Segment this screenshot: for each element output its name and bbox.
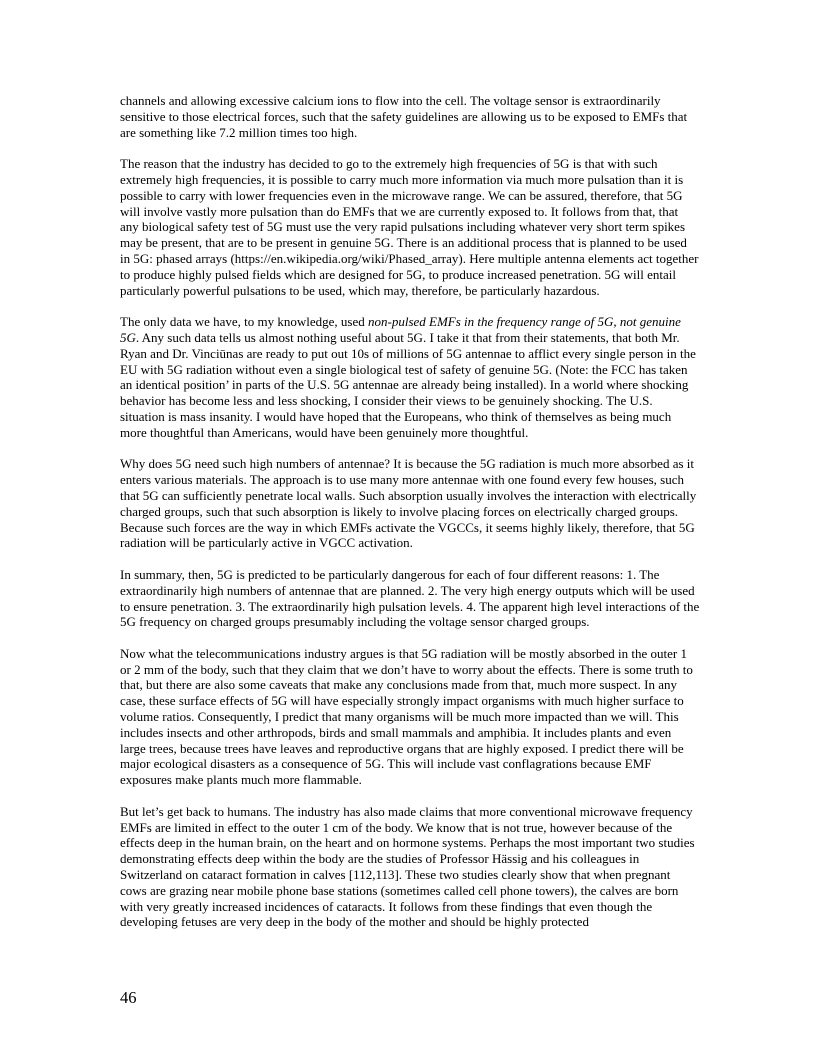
paragraph-calcium-channels: channels and allowing excessive calcium ions to flow into the cell. The voltage sensor is extraordinarily sensitive to those electrical forces, such that the safety guidelines are allowing us to be exposed to EMFs that are something like 7.2 million times too high. <box>120 93 688 140</box>
paragraph-only-data-lead: The only data we have, to my knowledge, used <box>120 314 369 330</box>
paragraph-only-data <box>120 314 700 440</box>
document-body <box>120 93 700 946</box>
paragraph-summary-reasons: In summary, then, 5G is predicted to be particularly dangerous for each of four different reasons: 1. The extraordinarily high numbers of antennae that are planned. 2. The very high energy outputs which will be used to ensure penetration. 3. The extraordinarily high pulsation levels. 4. The apparent high level interactions of the 5G frequency on charged groups presumably including the voltage sensor charged groups. <box>120 566 700 630</box>
paragraph-antennae-numbers: Why does 5G need such high numbers of antennae? It is because the 5G radiation is much more absorbed as it enters various materials. The approach is to use many more antennae with one found every few houses, such that 5G can sufficiently penetrate local walls. Such absorption usually involves the interaction with electrically charged groups, such that such absorption is likely to involve placing forces on electrically charged groups. Because such forces are the way in which EMFs activate the VGCCs, it seems highly likely, therefore, that 5G radiation will be particularly active in VGCC activation. <box>120 456 697 551</box>
paragraph-5g-pulsation: The reason that the industry has decided to go to the extremely high frequencies of 5G is that with such extremely high frequencies, it is possible to carry much more information via much more pulsation than it is possible to carry with lower frequencies even in the microwave range. We can be assured, therefore, that 5G will involve vastly more pulsation than do EMFs that we are currently exposed to. It follows from that, that any biological safety test of 5G must use the very rapid pulsations including whatever very short term spikes may be present, that are to be present in genuine 5G. There is an additional process that is planned to be used in 5G: phased arrays (https://en.wikipedia.org/wiki/Phased_array). Here multiple antenna elements act together to produce highly pulsed fields which are designed for 5G, to produce increased penetration. 5G will entail particularly powerful pulsations to be used, which may, therefore, be particularly hazardous. <box>120 156 699 298</box>
paragraph-only-data-rest: . Any such data tells us almost nothing useful about 5G. I take it that from their statements, that both Mr. Ryan and Dr. Vinciūnas are ready to put out 10s of millions of 5G antennae to afflict every single person in the EU with 5G radiation without even a single biological test of safety of genuine 5G. (Note: the FCC has taken an identical position’ in parts of the U.S. 5G antennae are already being installed). In a world where shocking behavior has become less and less shocking, I consider their views to be genuinely shocking. The U.S. situation is mass insanity. I would have hoped that the Europeans, who think of themselves as being much more thoughtful than Americans, would have been genuinely more thoughtful. <box>120 329 696 440</box>
emphasis-non-pulsed-emfs: non-pulsed EMFs in the frequency range of 5G, not genuine 5G <box>120 314 681 345</box>
paragraph-humans-cataracts: But let’s get back to humans. The industry has also made claims that more conventional microwave frequency EMFs are limited in effect to the outer 1 cm of the body. We know that is not true, however because of the effects deep in the human brain, on the heart and on hormone systems. Perhaps the most important two studies demonstrating effects deep within the body are the studies of Professor Hässig and his colleagues in Switzerland on cataract formation in calves [112,113]. These two studies clearly show that when pregnant cows are grazing near mobile phone base stations (sometimes called cell phone towers), the calves are born with very greatly increased incidences of cataracts. It follows from these findings that even though the developing fetuses are very deep in the body of the mother and should be highly protected <box>120 803 695 930</box>
page-number: 46 <box>120 988 137 1007</box>
paragraph-industry-argument: Now what the telecommunications industry argues is that 5G radiation will be mostly absorbed in the outer 1 or 2 mm of the body, such that they claim that we don’t have to worry about the effects. There is some truth to that, but there are also some caveats that make any conclusions made from that, much more suspect. In any case, these surface effects of 5G will have especially strongly impact organisms with much higher surface to volume ratios. Consequently, I predict that many organisms will be much more impacted than we will. This includes insects and other arthropods, birds and small mammals and amphibia. It includes plants and even large trees, because trees have leaves and reproductive organs that are highly exposed. I predict there will be major ecological disasters as a consequence of 5G. This will include vast conflagrations because EMF exposures make plants much more flammable. <box>120 645 693 788</box>
